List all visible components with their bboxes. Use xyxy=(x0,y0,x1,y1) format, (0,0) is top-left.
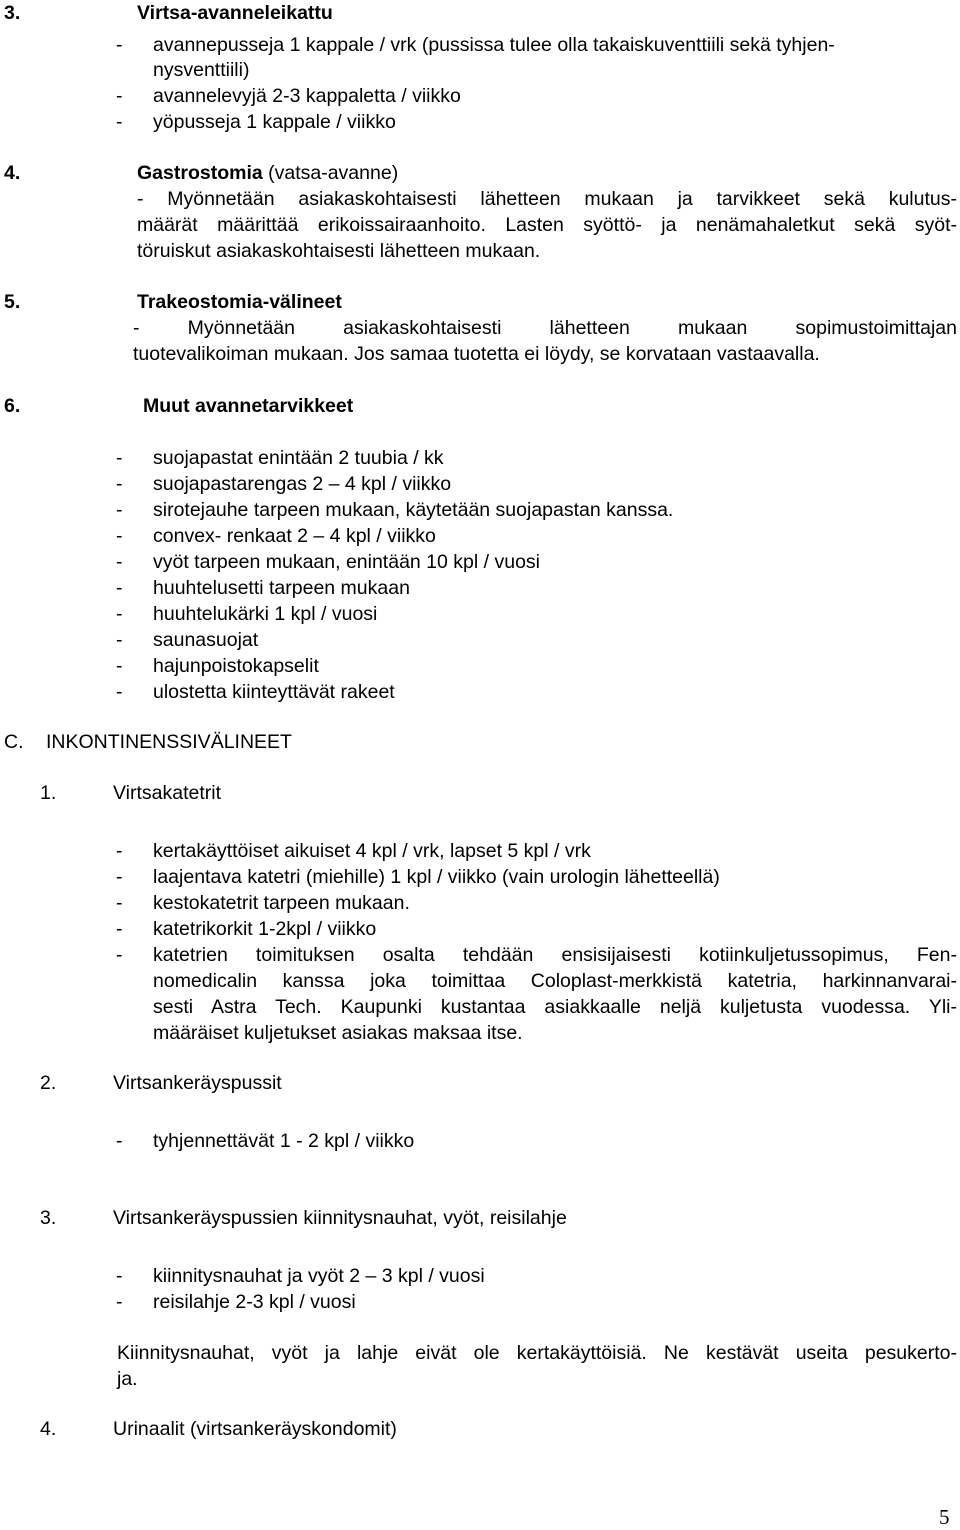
list-item: avannelevyjä 2-3 kappaletta / viikko xyxy=(153,85,461,107)
page-number: 5 xyxy=(939,1505,950,1529)
section-4-heading xyxy=(137,161,398,185)
list-dash: - xyxy=(116,525,123,547)
list-dash: - xyxy=(116,34,123,56)
subsection-4-number: 4. xyxy=(40,1418,57,1440)
subsection-1-title: Virtsakatetrit xyxy=(113,782,222,804)
section-4-title: Gastrostomia xyxy=(137,162,263,184)
list-item: kestokatetrit tarpeen mukaan. xyxy=(153,892,410,914)
section-5-line: tuotevalikoiman mukaan. Jos samaa tuotetta ei löydy, se korvataan vastaavalla. xyxy=(133,343,820,365)
section-5-title: Trakeostomia-välineet xyxy=(137,291,342,313)
list-dash: - xyxy=(116,629,123,651)
note-paragraph-continuation: ja. xyxy=(117,1368,138,1390)
section-4-line: määrät määrittää erikoissairaanhoito. Lasten syöttö- ja nenämahaletkut sekä syöt- xyxy=(137,214,957,236)
section-4-line: - Myönnetään asiakaskohtaisesti lähetteen mukaan ja tarvikkeet sekä kulutus- xyxy=(137,188,957,210)
list-item: sirotejauhe tarpeen mukaan, käytetään suojapastan kanssa. xyxy=(153,499,674,521)
list-item: vyöt tarpeen mukaan, enintään 10 kpl / vuosi xyxy=(153,551,540,573)
subsection-3-number: 3. xyxy=(40,1207,57,1229)
list-item: katetrien toimituksen osalta tehdään ensisijaisesti kotiinkuljetussopimus, Fen- xyxy=(153,944,957,966)
list-item: kertakäyttöiset aikuiset 4 kpl / vrk, lapset 5 kpl / vrk xyxy=(153,840,591,862)
list-item-continuation: sesti Astra Tech. Kaupunki kustantaa asiakkaalle neljä kuljetusta vuodessa. Yli- xyxy=(153,996,957,1018)
subsection-4-title: Urinaalit (virtsankeräyskondomit) xyxy=(113,1418,397,1440)
section-c-number: C. xyxy=(4,731,24,753)
list-item: reisilahje 2-3 kpl / vuosi xyxy=(153,1291,356,1313)
list-dash: - xyxy=(116,1291,123,1313)
list-dash: - xyxy=(116,944,123,966)
subsection-1-number: 1. xyxy=(40,782,57,804)
list-dash: - xyxy=(116,655,123,677)
list-dash: - xyxy=(116,577,123,599)
list-dash: - xyxy=(116,499,123,521)
list-dash: - xyxy=(116,840,123,862)
list-item: suojapastat enintään 2 tuubia / kk xyxy=(153,447,444,469)
list-item: hajunpoistokapselit xyxy=(153,655,319,677)
list-item: tyhjennettävät 1 - 2 kpl / viikko xyxy=(153,1130,415,1152)
list-item-continuation: nysventtiili) xyxy=(153,59,250,81)
list-item: yöpusseja 1 kappale / viikko xyxy=(153,111,396,133)
list-item: ulostetta kiinteyttävät rakeet xyxy=(153,681,395,703)
list-item: huuhtelukärki 1 kpl / vuosi xyxy=(153,603,378,625)
list-dash: - xyxy=(116,551,123,573)
list-item: laajentava katetri (miehille) 1 kpl / viikko (vain urologin lähetteellä) xyxy=(153,866,720,888)
list-dash: - xyxy=(116,681,123,703)
subsection-2-title: Virtsankeräyspussit xyxy=(113,1072,282,1094)
section-5-number: 5. xyxy=(4,291,21,313)
note-paragraph: Kiinnitysnauhat, vyöt ja lahje eivät ole kertakäyttöisiä. Ne kestävät useita pesukerto- xyxy=(117,1342,957,1364)
section-4-line: töruiskut asiakaskohtaisesti lähetteen mukaan. xyxy=(137,240,541,262)
list-item-continuation: nomedicalin kanssa joka toimittaa Coloplast-merkkistä katetria, harkinnanvarai- xyxy=(153,970,957,992)
list-dash: - xyxy=(116,892,123,914)
list-dash: - xyxy=(116,866,123,888)
list-dash: - xyxy=(116,111,123,133)
list-dash: - xyxy=(116,603,123,625)
subsection-2-number: 2. xyxy=(40,1072,57,1094)
section-c-title: INKONTINENSSIVÄLINEET xyxy=(46,731,292,753)
list-dash: - xyxy=(116,918,123,940)
list-item-continuation: määräiset kuljetukset asiakas maksaa itse. xyxy=(153,1022,523,1044)
list-dash: - xyxy=(116,473,123,495)
list-item: katetrikorkit 1-2kpl / viikko xyxy=(153,918,377,940)
section-4-number: 4. xyxy=(4,162,21,184)
subsection-3-title: Virtsankeräyspussien kiinnitysnauhat, vyöt, reisilahje xyxy=(113,1207,567,1229)
list-item: suojapastarengas 2 – 4 kpl / viikko xyxy=(153,473,452,495)
list-dash: - xyxy=(116,1130,123,1152)
section-3-number: 3. xyxy=(4,2,21,24)
section-4-title-rest: (vatsa-avanne) xyxy=(262,162,399,184)
list-dash: - xyxy=(116,1265,123,1287)
section-6-title: Muut avannetarvikkeet xyxy=(143,395,354,417)
list-item: huuhtelusetti tarpeen mukaan xyxy=(153,577,410,599)
list-item: convex- renkaat 2 – 4 kpl / viikko xyxy=(153,525,436,547)
section-5-line: - Myönnetään asiakaskohtaisesti lähetteen mukaan sopimustoimittajan xyxy=(133,317,957,339)
list-dash: - xyxy=(116,85,123,107)
list-item: kiinnitysnauhat ja vyöt 2 – 3 kpl / vuosi xyxy=(153,1265,485,1287)
section-6-number: 6. xyxy=(4,395,21,417)
list-item: avannepusseja 1 kappale / vrk (pussissa tulee olla takaiskuventtiili sekä tyhjen- xyxy=(153,34,835,56)
list-dash: - xyxy=(116,447,123,469)
section-3-title: Virtsa-avanneleikattu xyxy=(137,2,333,24)
list-item: saunasuojat xyxy=(153,629,259,651)
